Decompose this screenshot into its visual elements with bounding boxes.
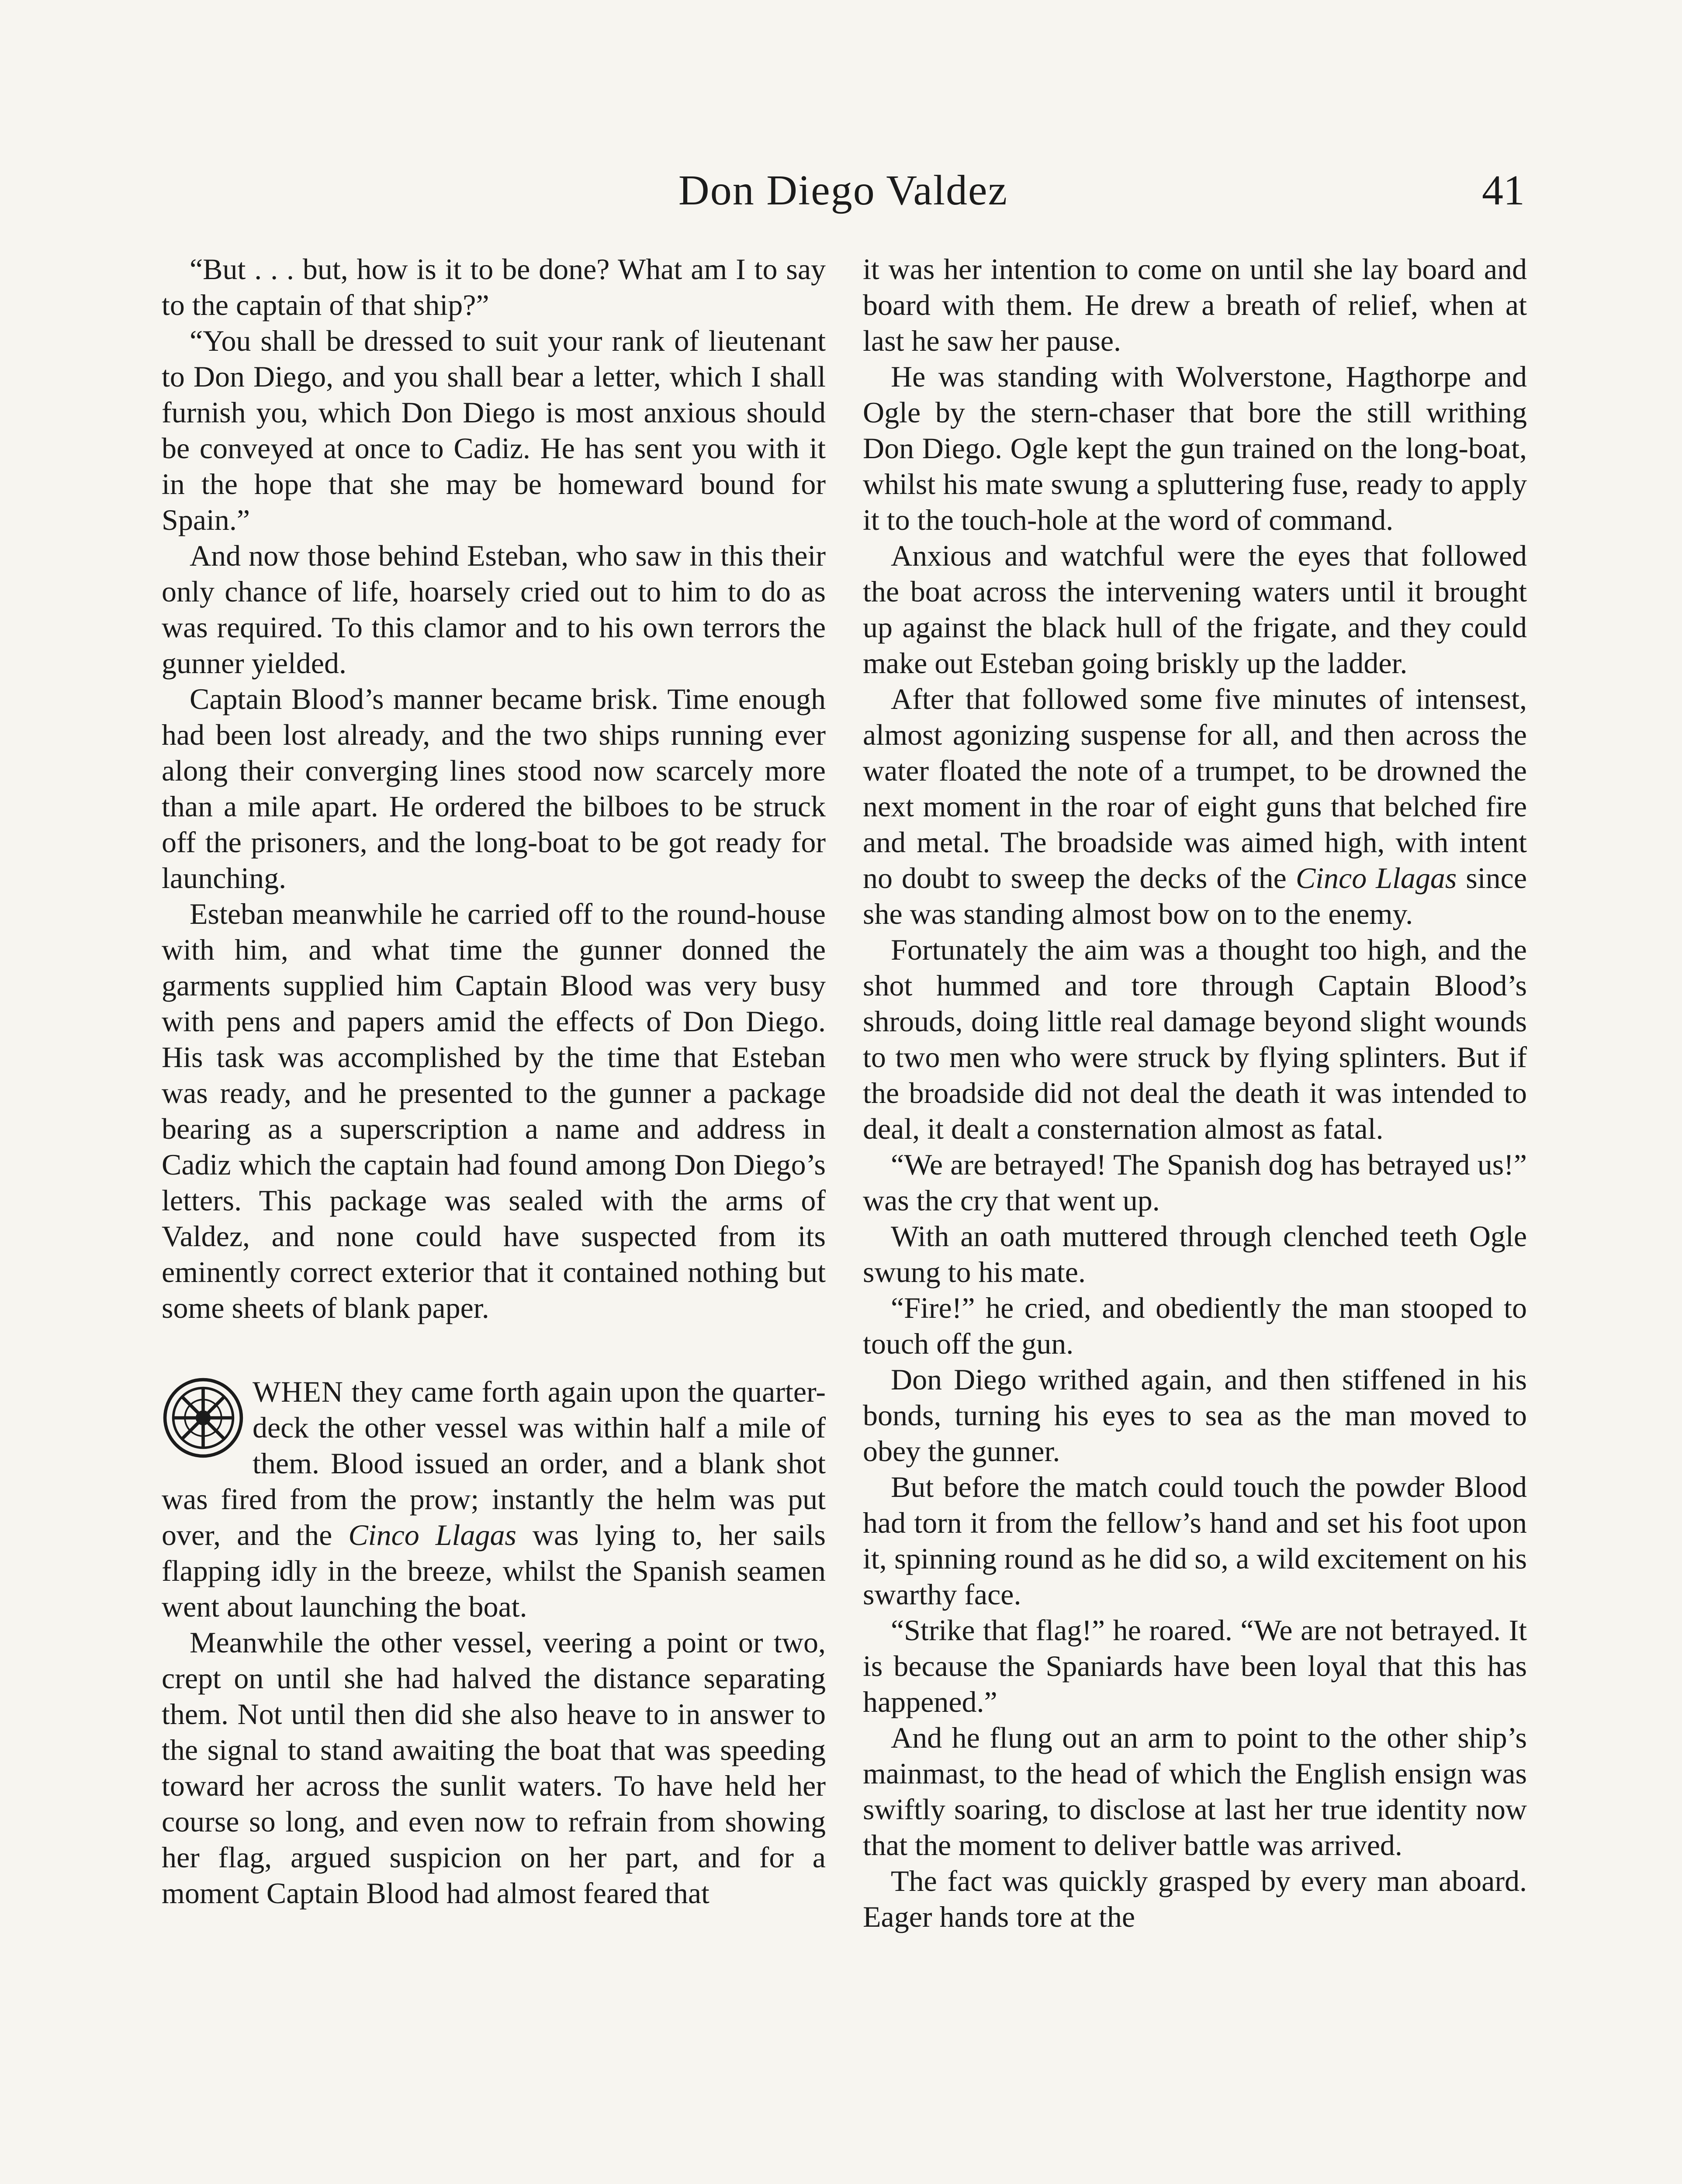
page-header xyxy=(162,166,1525,223)
lead-word: WHEN xyxy=(253,1375,343,1408)
paragraph: The fact was quickly grasped by every man aboard. Eager hands tore at the xyxy=(863,1864,1527,1933)
paragraph-text: they came forth again upon the quarter-deck the other vessel was within half a mile of them. Blood issued an order, and a blank shot was fired from the prow; instantly the helm was put over, and the xyxy=(162,1375,826,1552)
right-column xyxy=(863,251,1527,2184)
paragraph: He was standing with Wolverstone, Hagthorpe and Ogle by the stern-chaser that bore the still writhing Don Diego. Ogle kept the gun trained on the long-boat, whilst his mate swung a spluttering fuse, ready to apply it to the touch-hole at the word of command. xyxy=(863,360,1527,536)
page-number: 41 xyxy=(1482,167,1525,214)
paragraph-text: since she was standing almost bow on to the enemy. xyxy=(863,861,1527,930)
paragraph-text: was lying to, her sails flapping idly in the breeze, whilst the Spanish seamen went about launching the boat. xyxy=(162,1518,826,1623)
paragraph: Don Diego writhed again, and then stiffened in his bonds, turning his eyes to sea as the man moved to obey the gunner. xyxy=(863,1363,1527,1468)
paragraph: Anxious and watchful were the eyes that followed the boat across the intervening waters until it brought up against the black hull of the frigate, and they could make out Esteban going briskly up the ladder. xyxy=(863,539,1527,680)
ship-name: Cinco Llagas xyxy=(348,1518,516,1552)
paragraph: “But . . . but, how is it to be done? What am I to say to the captain of that ship?” xyxy=(162,252,826,321)
running-head-title: Don Diego Valdez xyxy=(678,167,1008,214)
paragraph: “We are betrayed! The Spanish dog has betrayed us!” was the cry that went up. xyxy=(863,1148,1527,1217)
paragraph: And now those behind Esteban, who saw in this their only chance of life, hoarsely cried out to him to do as was required. To this clamor and to his own terrors the gunner yielded. xyxy=(162,539,826,680)
paragraph: it was her intention to come on until she lay board and board with them. He drew a breath of relief, when at last he saw her pause. xyxy=(863,252,1527,357)
paragraph: But before the match could touch the powder Blood had torn it from the fellow’s hand and set his foot upon it, spinning round as he did so, a wild excitement on his swarthy face. xyxy=(863,1470,1527,1611)
left-column xyxy=(162,251,826,2184)
paragraph: With an oath muttered through clenched teeth Ogle swung to his mate. xyxy=(863,1220,1527,1289)
paragraph: Meanwhile the other vessel, veering a point or two, crept on until she had halved the distance separating them. Not until then did she also heave to in answer to the signal to stand awaiting the boat that was speeding toward her across the sunlit waters. To have held her course so long, and even now to refrain from showing her flag, argued suspicion on her part, and for a moment Captain Blood had almost feared that xyxy=(162,1626,826,1910)
section-opening xyxy=(162,1374,826,1624)
paragraph: And he flung out an arm to point to the other ship’s mainmast, to the head of which the English ensign was swiftly soaring, to disclose at last her true identity now that the moment to deliver battle was arrived. xyxy=(863,1721,1527,1862)
paragraph xyxy=(162,1374,826,1624)
paragraph: Esteban meanwhile he carried off to the round-house with him, and what time the gunner donned the garments supplied him Captain Blood was very busy with pens and papers amid the effects of Don Diego. His task was accomplished by the time that Esteban was ready, and he presented to the gunner a package bearing as a superscription a name and address in Cadiz which the captain had found among Don Diego’s letters. This package was sealed with the arms of Valdez, and none could have suspected from its eminently correct exterior that it contained nothing but some sheets of blank paper. xyxy=(162,897,826,1324)
section-break xyxy=(162,1326,826,1374)
paragraph: “You shall be dressed to suit your rank of lieutenant to Don Diego, and you shall bear a letter, which I shall furnish you, which Don Diego is most anxious should be conveyed at once to Cadiz. He has sent you with it in the hope that she may be homeward bound for Spain.” xyxy=(162,324,826,536)
ship-wheel-icon xyxy=(162,1376,245,1459)
paragraph xyxy=(863,681,1527,932)
paragraph: Fortunately the aim was a thought too high, and the shot hummed and tore through Captain Blood’s shrouds, doing little real damage beyond slight wounds to two men who were struck by flying splinters. But if the broadside did not deal the death it was intended to deal, it dealt a consternation almost as fatal. xyxy=(863,933,1527,1145)
ship-name: Cinco Llagas xyxy=(1295,861,1457,895)
paragraph: “Strike that flag!” he roared. “We are not betrayed. It is because the Spaniards have been loyal that this has happened.” xyxy=(863,1614,1527,1718)
paragraph: “Fire!” he cried, and obediently the man stooped to touch off the gun. xyxy=(863,1291,1527,1360)
paragraph-text: After that followed some five minutes of intensest, almost agonizing suspense for all, and then across the water floated the note of a trumpet, to be drowned the next moment in the roar of eight guns that belched fire and metal. The broadside was aimed high, with intent no doubt to sweep the decks of the xyxy=(863,682,1527,895)
paragraph: Captain Blood’s manner became brisk. Time enough had been lost already, and the two ships running ever along their converging lines stood now scarcely more than a mile apart. He ordered the bilboes to be struck off the prisoners, and the long-boat to be got ready for launching. xyxy=(162,682,826,895)
